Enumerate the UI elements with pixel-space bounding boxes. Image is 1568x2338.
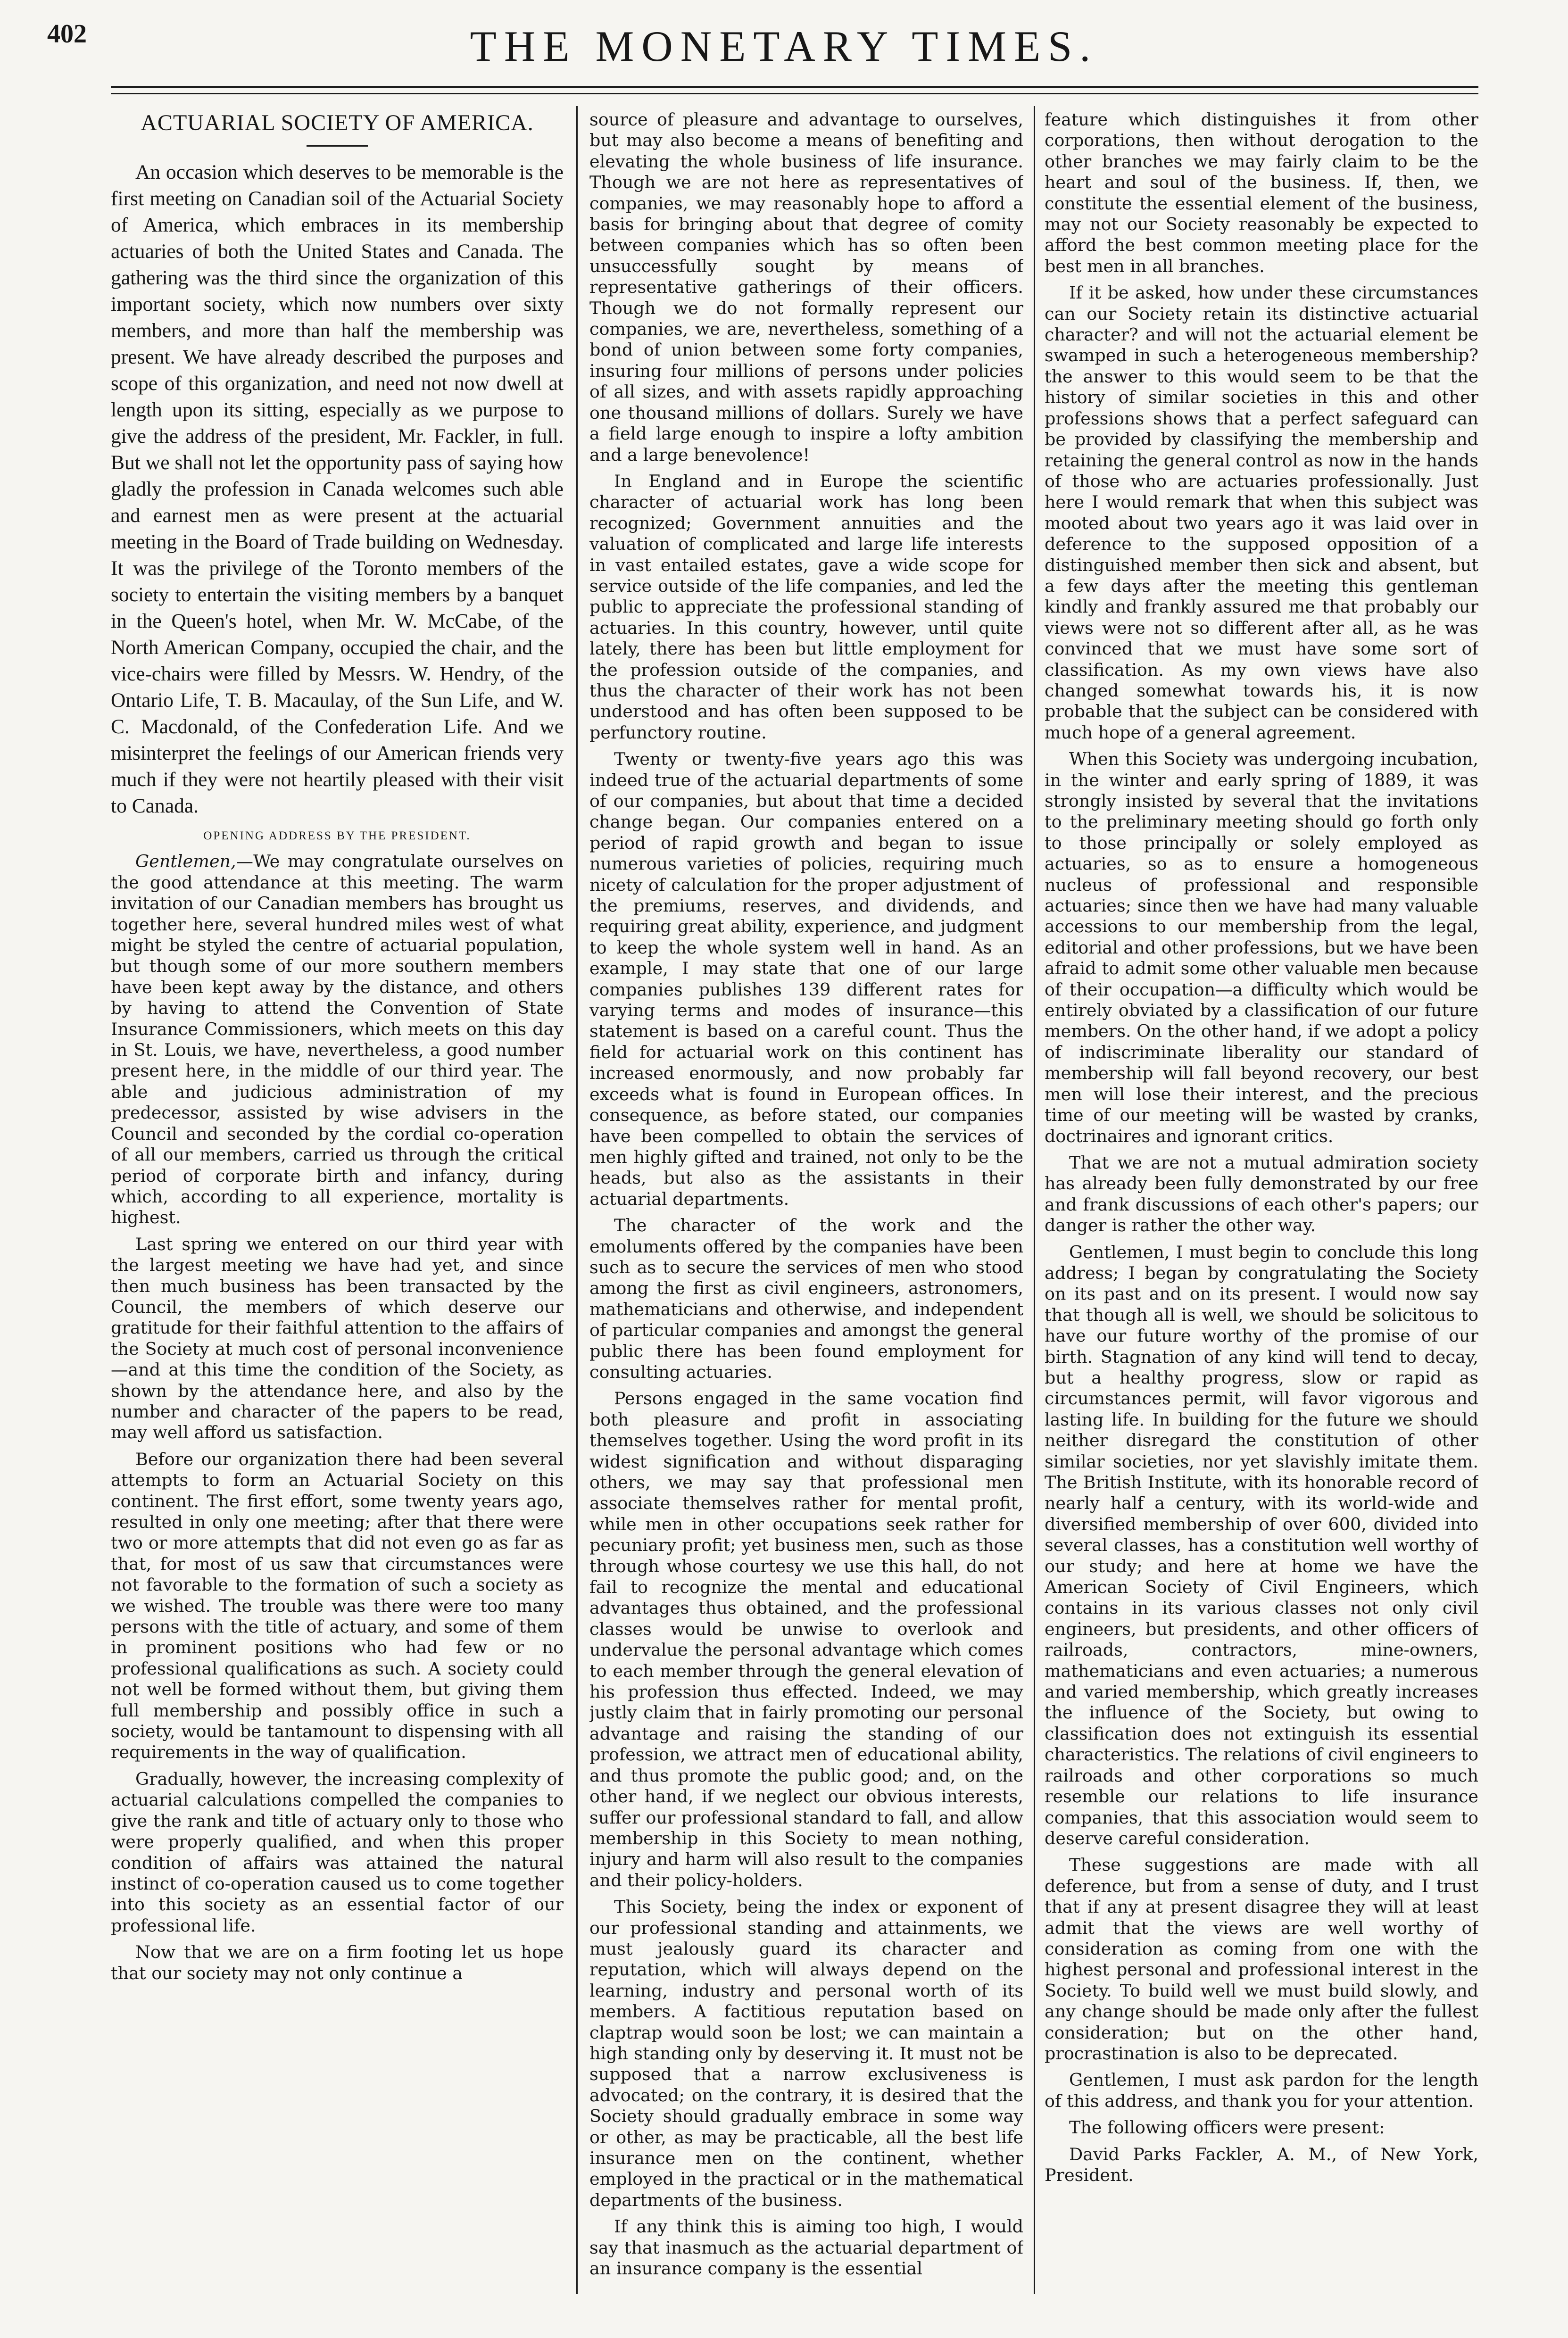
header-rule-top bbox=[111, 86, 1478, 88]
officers-intro: The following officers were present: bbox=[1069, 2117, 1385, 2138]
paragraph bbox=[111, 851, 564, 1228]
paragraph: These suggestions are made with all deference, but from a sense of duty, and I trust that if any at present disagree they will at least admit that the views are well worthy of consideration as coming from one with the highest personal and professional interest in the Society. To build well we must build slowly, and any change should be made only after the fullest consideration; but on the other hand, procrastination is also to be deprecated. bbox=[1045, 1855, 1478, 2064]
column-divider-left bbox=[576, 106, 578, 2294]
paragraph: feature which distinguishes it from other corporations, then without derogation to the other branches we may fairly claim to be the heart and soul of the business. If, then, we constitute the essential element of the business, may not our Society reasonably be expected to afford the best common meeting place for the best men in all branches. bbox=[1045, 109, 1478, 276]
paragraph: Twenty or twenty-five years ago this was indeed true of the actuarial departments of some of our companies, but about that time a decided change began. Our companies entered on a period of rapid growth and began to issue numerous varieties of policies, requiring much nicety of calculation for the proper adjustment of the premiums, reserves, and dividends, and requiring great ability, experience, and judgment to keep the whole system well in hand. As an example, I may state that one of our large companies publishes 139 different rates for varying terms and modes of insurance—this statement is based on a careful count. Thus the field for actuarial work on this continent has increased enormously, and now probably far exceeds what is found in European offices. In consequence, as before stated, our companies have been compelled to obtain the services of men highly gifted and trained, not only to be the heads, but also as the assistants in their actuarial departments. bbox=[589, 749, 1023, 1209]
paragraph: Gentlemen, I must begin to conclude this long address; I began by congratulating the Society on its past and on its present. I would now say that though all is well, we should be solicitous to have our future worthy of the promise of our birth. Stagnation of any kind will tend to decay, but a healthy progress, slow or rapid as circumstances permit, will favor vigorous and lasting life. In building for the future we should neither disregard the constitution of other similar societies, nor yet slavishly imitate them. The British Institute, with its honorable record of nearly half a century, with its world-wide and diversified membership of over 600, divided into several classes, has a constitution well worthy of our study; and here at home we have the American Society of Civil Engineers, which contains in its various classes not only civil engineers, but presidents, and other officers of railroads, contractors, mine-owners, mathematicians and even actuaries; a numerous and varied membership, which greatly increases the influence of the Society, but owing to classification does not extinguish its essential characteristics. The relations of civil engineers to railroads and other corporations so much resemble our relations to life insurance companies, that this association would seem to deserve careful consideration. bbox=[1045, 1242, 1478, 1849]
officer-entry: David Parks Fackler, A. M., of New York, President. bbox=[1045, 2144, 1478, 2185]
paragraph: Gradually, however, the increasing complexity of actuarial calculations compelled the companies to give the rank and title of actuary only to those who were properly qualified, and when this proper condition of affairs was attained the natural instinct of co-operation caused us to come together into this society as an essential factor of our professional life. bbox=[111, 1768, 564, 1936]
column-2 bbox=[589, 109, 1023, 2297]
paragraph: Last spring we entered on our third year with the largest meeting we have had yet, and since then much business has been transacted by the Council, the members of which deserve our gratitude for their faithful attention to the affairs of the Society at much cost of personal inconvenience—and at this time the condition of the Society, as shown by the attendance here, and also by the number and character of the papers to be read, may well afford us satisfaction. bbox=[111, 1234, 564, 1443]
article-title: ACTUARIAL SOCIETY OF AMERICA. bbox=[141, 110, 534, 135]
intro-paragraph: An occasion which deserves to be memorable is the first meeting on Canadian soil of the Actuarial Society of America, which embraces in its membership actuaries of both the United States and Canada. The gathering was the third since the organization of this important society, which now numbers over sixty members, and more than half the membership was present. We have already described the purposes and scope of this organization, and need not now dwell at length upon its sitting, especially as we purpose to give the address of the president, Mr. Fackler, in full. But we shall not let the opportunity pass of saying how gladly the profession in Canada welcomes such able and earnest men as were present at the actuarial meeting in the Board of Trade building on Wednesday. It was the privilege of the Toronto members of the society to entertain the visiting members by a banquet in the Queen's hotel, when Mr. W. McCabe, of the North American Company, occupied the chair, and the vice-chairs were filled by Messrs. W. Hendry, of the Ontario Life, T. B. Macaulay, of the Sun Life, and W. C. Macdonald, of the Confederation Life. And we misinterpret the feelings of our American friends very much if they were not heartily pleased with their visit to Canada. bbox=[111, 161, 564, 817]
salutation: Gentlemen, bbox=[135, 851, 236, 872]
address-subhead: OPENING ADDRESS BY THE PRESIDENT. bbox=[203, 829, 471, 842]
title-rule bbox=[307, 145, 368, 147]
paragraph: This Society, being the index or exponent of our professional standing and attainments, we must jealously guard its character and reputation, which will always depend on the learning, industry and personal worth of its members. A factitious reputation based on claptrap would soon be lost; we can maintain a high standing only by deserving it. It must not be supposed that a narrow exclusiveness is advocated; on the contrary, it is desired that the Society should gradually embrace in some way or other, as may be practicable, all the best life insurance men on the continent, whether employed in the practical or in the mathematical departments of the business. bbox=[589, 1897, 1023, 2210]
paragraph: source of pleasure and advantage to ourselves, but may also become a means of benefiting and elevating the whole business of life insurance. Though we are not here as representatives of companies, we may reasonably hope to afford a basis for bringing about that degree of comity between companies which has so often been unsuccessfully sought by means of representative gatherings of their officers. Though we do not formally represent our companies, we are, nevertheless, something of a bond of union between some forty companies, insuring four millions of persons under policies of all sizes, and with assets rapidly approaching one thousand millions of dollars. Surely we have a field large enough to inspire a lofty ambition and a large benevolence! bbox=[589, 109, 1023, 465]
paragraph: If any think this is aiming too high, I would say that inasmuch as the actuarial department of an insurance company is the essential bbox=[589, 2216, 1023, 2279]
column-1 bbox=[111, 109, 564, 2288]
paragraph: The character of the work and the emoluments offered by the companies have been such as to secure the services of men who stood among the first as civil engineers, astronomers, mathematicians and otherwise, and independent of particular companies and amongst the general public there has been found employment for consulting actuaries. bbox=[589, 1215, 1023, 1382]
page-number: 402 bbox=[47, 19, 87, 49]
paragraph-text: —We may congratulate ourselves on the good attendance at this meeting. The warm invitation of our Canadian members has brought us together here, several hundred miles west of what might be styled the centre of actuarial population, but though some of our more southern members have been kept away by the distance, and others by having to attend the Convention of State Insurance Commissioners, which meets on this day in St. Louis, we have, nevertheless, a good number present here, in the middle of our third year. The able and judicious administration of my predecessor, assisted by wise advisers in the Council and seconded by the cordial co-operation of all our members, carried us through the critical period of corporate birth and infancy, during which, according to all experience, mortality is highest. bbox=[111, 851, 564, 1228]
paragraph: Before our organization there had been several attempts to form an Actuarial Society on this continent. The first effort, some twenty years ago, resulted in only one meeting; after that there were two or more attempts that did not even go as far as that, for most of us saw that circumstances were not favorable to the formation of such a society as we wished. The trouble was there were too many persons with the title of actuary, and some of them in prominent positions who had few or no professional qualifications as such. A society could not well be formed without them, but giving them full membership and possibly office in such a society, would be tantamount to dispensing with all requirements in the way of qualification. bbox=[111, 1449, 564, 1763]
paragraph: Persons engaged in the same vocation find both pleasure and profit in associating themselves together. Using the word profit in its widest signification and without disparaging others, we may say that professional men associate themselves rather for mental profit, while men in other occupations seek rather for pecuniary profit; yet business men, such as those through whose courtesy we use this hall, do not fail to recognize the mental and educational advantages thus obtained, and the professional classes would be unwise to overlook and undervalue the personal advantage which comes to each member through the general elevation of his profession thus effected. Indeed, we may justly claim that in fairly promoting our personal advantage and raising the standing of our profession, we attract men of educational ability, and thus promote the public good; and, on the other hand, if we neglect our obvious interests, suffer our professional standard to fall, and allow membership in this Society to mean nothing, injury and harm will also result to the companies and their policy-holders. bbox=[589, 1388, 1023, 1890]
header-rule-bottom bbox=[111, 93, 1478, 94]
paragraph: That we are not a mutual admiration society has already been fully demonstrated by our free and frank discussions of each other's papers; our danger is rather the other way. bbox=[1045, 1152, 1478, 1236]
paragraph: When this Society was undergoing incubation, in the winter and early spring of 1889, it was strongly insisted by several that the invitations to the preliminary meeting should go forth only to those principally or solely employed as actuaries, so as to ensure a homogeneous nucleus of professional and responsible actuaries; since then we have had many valuable accessions to our membership from the legal, editorial and other professions, but we have been afraid to admit some other valuable men because of their occupation—a difficulty which would be entirely obviated by a classification of our future members. On the other hand, if we adopt a policy of indiscriminate liberality our standard of membership will fall beyond recovery, our best men will lose their interest, and the precious time of our meeting will be wasted by cranks, doctrinaires and ignorant critics. bbox=[1045, 749, 1478, 1146]
paragraph: In England and in Europe the scientific character of actuarial work has long been recognized; Government annuities and the valuation of complicated and large life interests in vast entailed estates, gave a wide scope for service outside of the life companies, and led the public to appreciate the professional standing of actuaries. In this country, however, until quite lately, there has been but little employment for the profession outside of the companies, and thus the character of their work has not been understood and has often been supposed to be perfunctory routine. bbox=[589, 471, 1023, 743]
paragraph: Gentlemen, I must ask pardon for the length of this address, and thank you for your attention. bbox=[1045, 2070, 1478, 2111]
paragraph: If it be asked, how under these circumstances can our Society retain its distinctive actuarial character? and will not the actuarial element be swamped in such a heterogeneous membership? the answer to this would seem to be that the history of similar societies in this and other professions shows that a perfect safeguard can be provided by classifying the membership and retaining the general control as now in the hands of those who are actuaries professionally. Just here I would remark that when this subject was mooted about two years ago it was laid over in deference to the supposed opposition of a distinguished member then sick and absent, but a few days after the meeting this gentleman kindly and frankly assured me that probably our views were not so different after all, as he was convinced that we must have some sort of classification. As my own views have also changed somewhat towards his, it is now probable that the subject can be considered with much hope of a general agreement. bbox=[1045, 282, 1478, 743]
publication-masthead: THE MONETARY TIMES. bbox=[470, 22, 1098, 70]
paragraph: Now that we are on a firm footing let us hope that our society may not only continue a bbox=[111, 1942, 564, 1983]
intro-text bbox=[111, 159, 564, 819]
column-3 bbox=[1045, 109, 1478, 2297]
column-divider-right bbox=[1034, 106, 1035, 2294]
